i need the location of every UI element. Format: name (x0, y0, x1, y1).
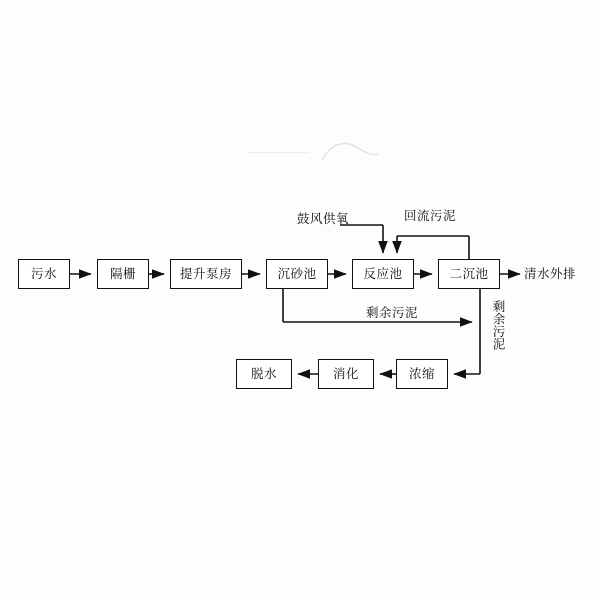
watermark-curve (320, 138, 380, 164)
node-secondary-clarifier[interactable] (438, 259, 500, 289)
node-label: 隔栅 (109, 266, 136, 282)
edge-label-blower-air-supply: 鼓风供氧 (297, 211, 350, 226)
node-label: 反应池 (363, 266, 403, 282)
node-label: 脱水 (250, 366, 277, 382)
node-sewage[interactable] (18, 259, 70, 289)
edge-label-return-sludge: 回流污泥 (404, 208, 457, 223)
node-grit-chamber[interactable] (266, 259, 328, 289)
node-pump-house[interactable] (170, 259, 242, 289)
node-reaction-tank[interactable] (352, 259, 414, 289)
node-label: 消化 (332, 366, 359, 382)
node-label: 污水 (30, 266, 57, 282)
edge-label-excess-sludge-vertical: 剩余污泥 (491, 300, 506, 350)
edge-label-clean-water-discharge: 清水外排 (524, 266, 577, 281)
node-thickening[interactable] (396, 359, 448, 389)
node-label: 提升泵房 (179, 266, 232, 282)
node-dewatering[interactable] (236, 359, 292, 389)
node-label: 二沉池 (449, 266, 489, 282)
node-digestion[interactable] (318, 359, 374, 389)
edge-label-excess-sludge: 剩余污泥 (366, 305, 419, 320)
node-label: 沉砂池 (277, 266, 317, 282)
node-label: 浓缩 (408, 366, 435, 382)
watermark-dash (250, 152, 308, 153)
node-grille[interactable] (97, 259, 149, 289)
